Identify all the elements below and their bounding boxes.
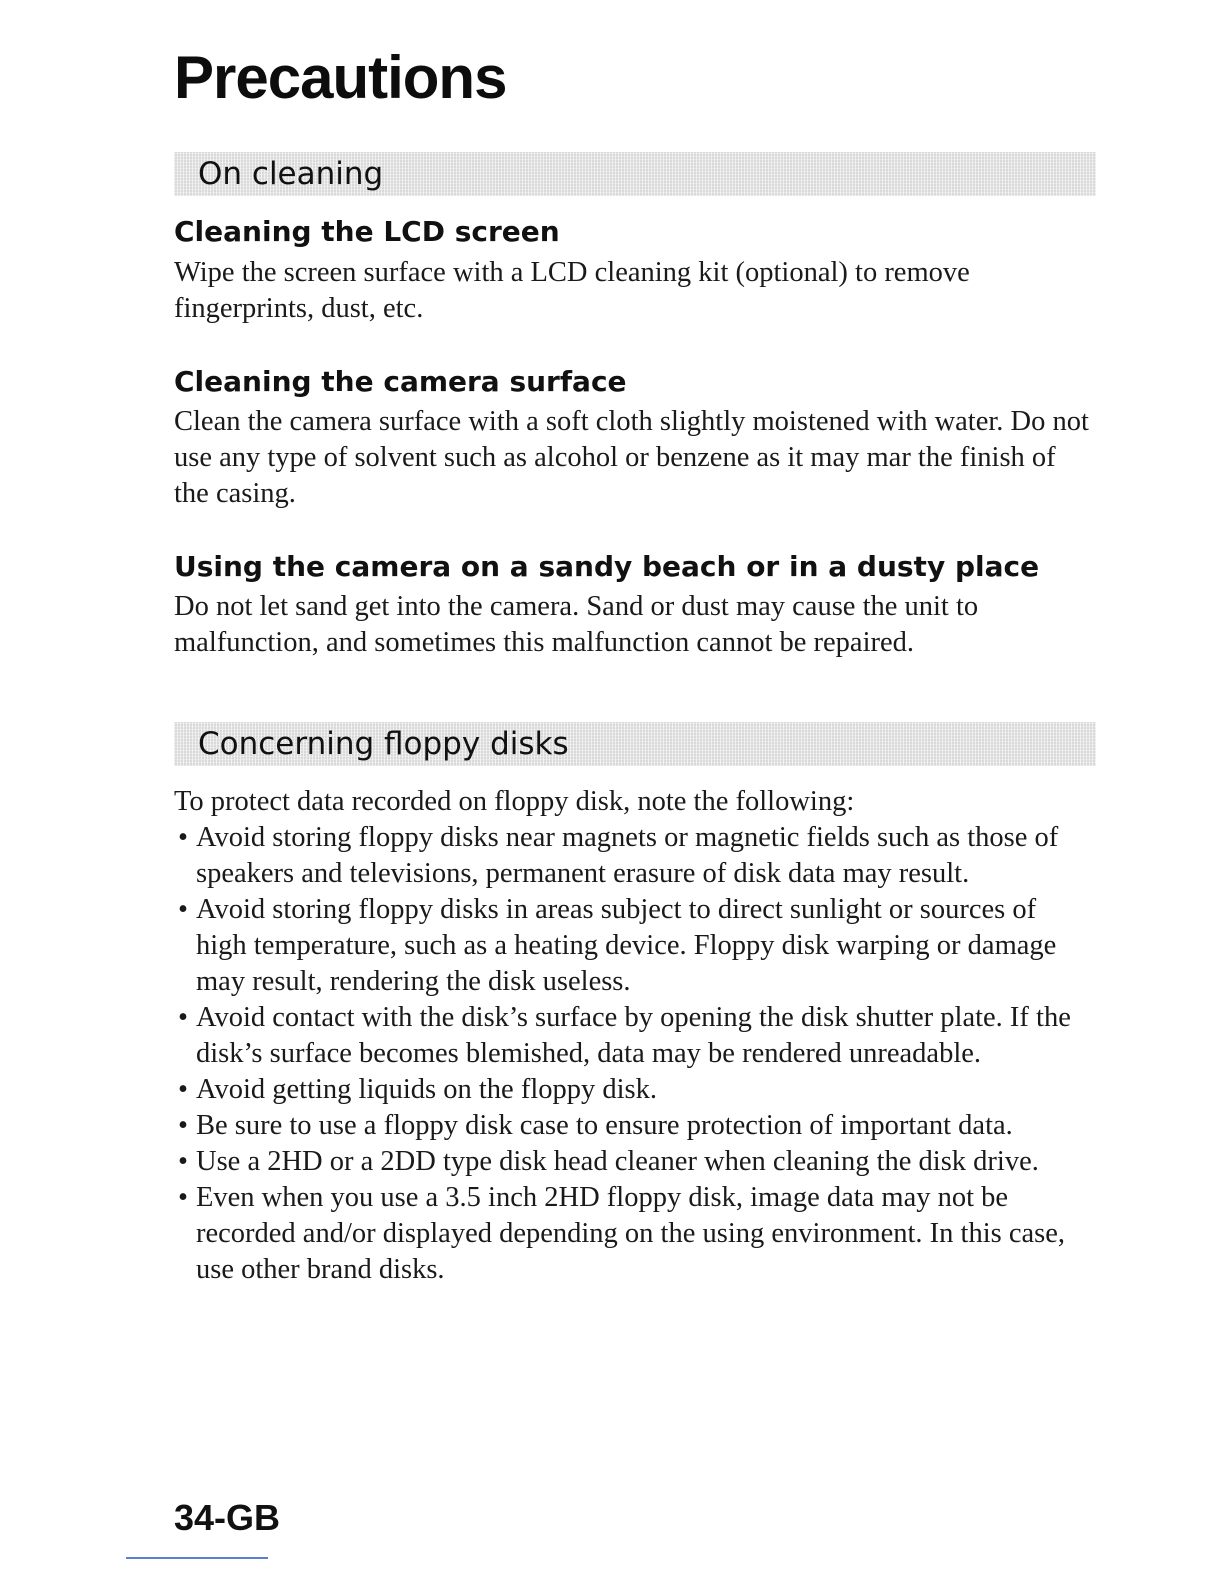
section-heading-label: Concerning floppy disks [198,726,569,762]
list-item [174,1000,1091,1072]
bullet-icon: • [178,1002,188,1033]
footer-rule [126,1557,268,1559]
floppy-precautions-list [174,820,1104,1288]
page-title: Precautions [174,44,507,111]
bullet-icon: • [178,894,188,925]
list-item-text: Avoid storing floppy disks near magnets or magnetic fields such as those of speakers and televisions, permanent erasure of disk data may result. [196,822,1059,889]
section-heading-floppy-disks [174,722,1096,766]
bullet-icon: • [178,822,188,853]
list-item-text: Use a 2HD or a 2DD type disk head cleaner when cleaning the disk drive. [196,1146,1039,1177]
list-item-text: Be sure to use a floppy disk case to ensure protection of important data. [196,1110,1013,1141]
body-sandy-beach: Do not let sand get into the camera. Sand or dust may cause the unit to malfunction, and sometimes this malfunction cannot be repaired. [174,591,979,658]
bullet-icon: • [178,1146,188,1177]
list-item-text: Even when you use a 3.5 inch 2HD floppy disk, image data may not be recorded and/or displayed depending on the using environment. In this case, use other brand disks. [196,1182,1066,1285]
list-item-text: Avoid storing floppy disks in areas subject to direct sunlight or sources of high temperature, such as a heating device. Floppy disk warping or damage may result, rendering the disk useless. [196,894,1057,997]
list-item [174,1108,1106,1144]
list-item [174,1072,1104,1108]
bullet-icon: • [178,1182,188,1213]
floppy-intro-text: To protect data recorded on floppy disk, note the following: [174,786,855,817]
list-item [174,1144,1066,1180]
list-item [174,1180,1076,1288]
section-heading-on-cleaning [174,152,1096,196]
section-heading-label: On cleaning [198,156,384,192]
body-cleaning-camera-surface: Clean the camera surface with a soft cloth slightly moistened with water. Do not use any type of solvent such as alcohol or benzene as it may mar the finish of the casing. [174,406,1089,509]
body-cleaning-lcd-screen: Wipe the screen surface with a LCD cleaning kit (optional) to remove fingerprints, dust, etc. [174,257,970,324]
subhead-cleaning-camera-surface: Cleaning the camera surface [174,365,627,398]
subhead-sandy-beach: Using the camera on a sandy beach or in a dusty place [174,550,1040,583]
list-item [174,892,1091,1000]
bullet-icon: • [178,1074,188,1105]
bullet-icon: • [178,1110,188,1141]
subhead-cleaning-lcd-screen: Cleaning the LCD screen [174,215,560,248]
page-number: 34-GB [174,1497,281,1538]
list-item-text: Avoid contact with the disk’s surface by opening the disk shutter plate. If the disk’s surface becomes blemished, data may be rendered unreadable. [196,1002,1071,1069]
list-item-text: Avoid getting liquids on the floppy disk. [196,1074,657,1105]
list-item [174,820,1066,892]
